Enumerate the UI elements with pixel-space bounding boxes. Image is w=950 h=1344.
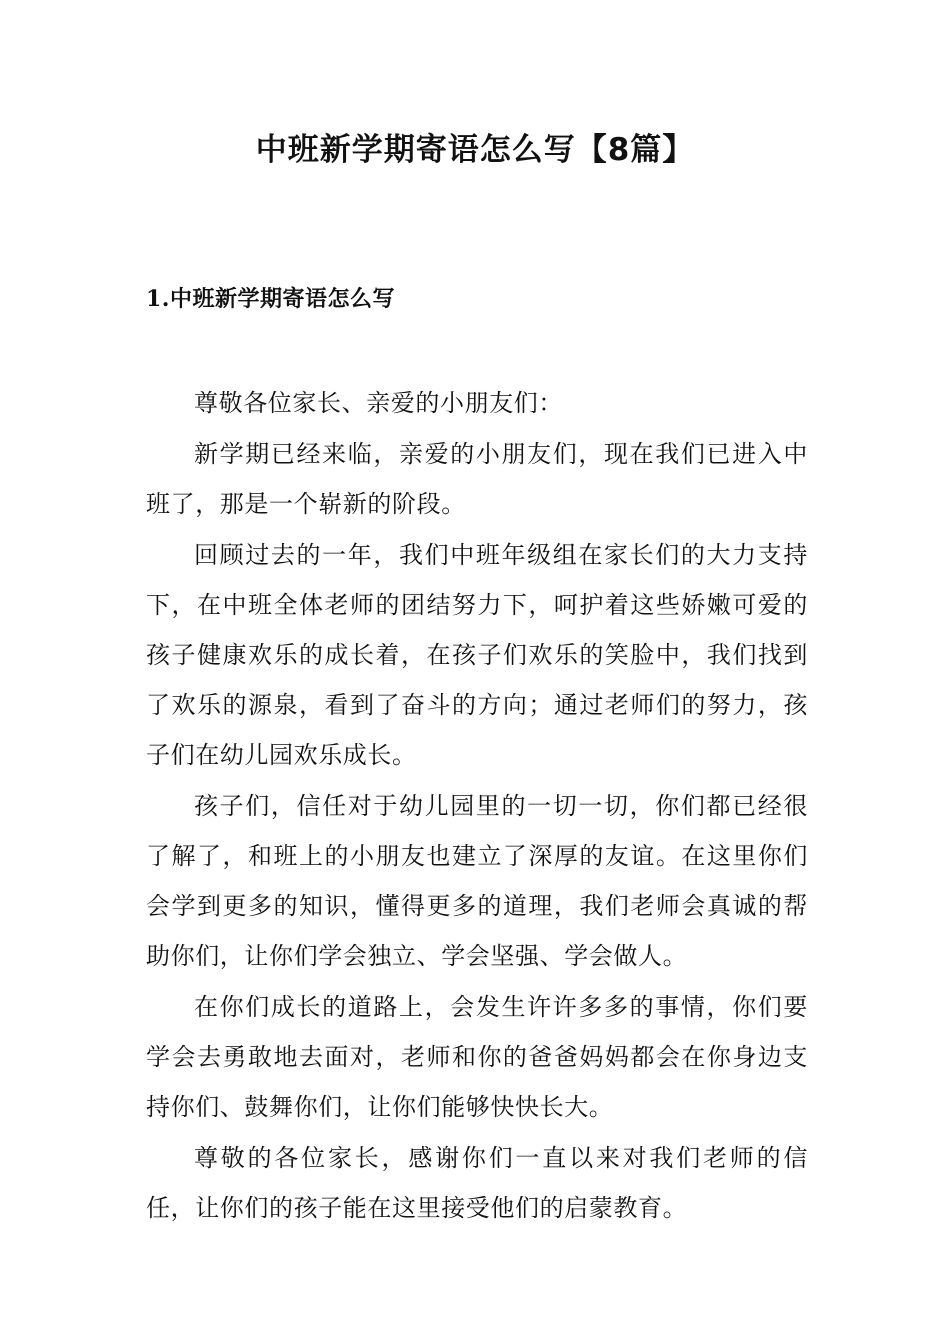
paragraph-greeting: 尊敬各位家长、亲爱的小朋友们： — [194, 389, 563, 417]
paragraph-parents: 尊敬的各位家长，感谢你们一直以来对我们老师的信任，让你们的孩子能在这里接受他们的启蒙教育。 — [146, 1144, 808, 1222]
paragraph-growth: 在你们成长的道路上，会发生许许多多的事情，你们要学会去勇敢地去面对，老师和你的爸爸妈妈都会在你身边支持你们、鼓舞你们，让你们能够快快长大。 — [146, 993, 808, 1121]
body-text — [146, 378, 808, 1234]
document-title: 中班新学期寄语怎么写【8篇】 — [255, 132, 695, 168]
paragraph-children: 孩子们，信任对于幼儿园里的一切一切，你们都已经很了解了，和班上的小朋友也建立了深厚的友谊。在这里你们会学到更多的知识，懂得更多的道理，我们老师会真诚的帮助你们，让你们学会独立、学会坚强、学会做人。 — [146, 792, 808, 970]
paragraph-review: 回顾过去的一年，我们中班年级组在家长们的大力支持下，在中班全体老师的团结努力下，呵护着这些娇嫩可爱的孩子健康欢乐的成长着，在孩子们欢乐的笑脸中，我们找到了欢乐的源泉，看到了奋斗的方向；通过老师们的努力，孩子们在幼儿园欢乐成长。 — [146, 541, 808, 769]
section-heading: 1.中班新学期寄语怎么写 — [146, 286, 395, 312]
paragraph-new-term: 新学期已经来临，亲爱的小朋友们，现在我们已进入中班了，那是一个崭新的阶段。 — [146, 440, 808, 518]
